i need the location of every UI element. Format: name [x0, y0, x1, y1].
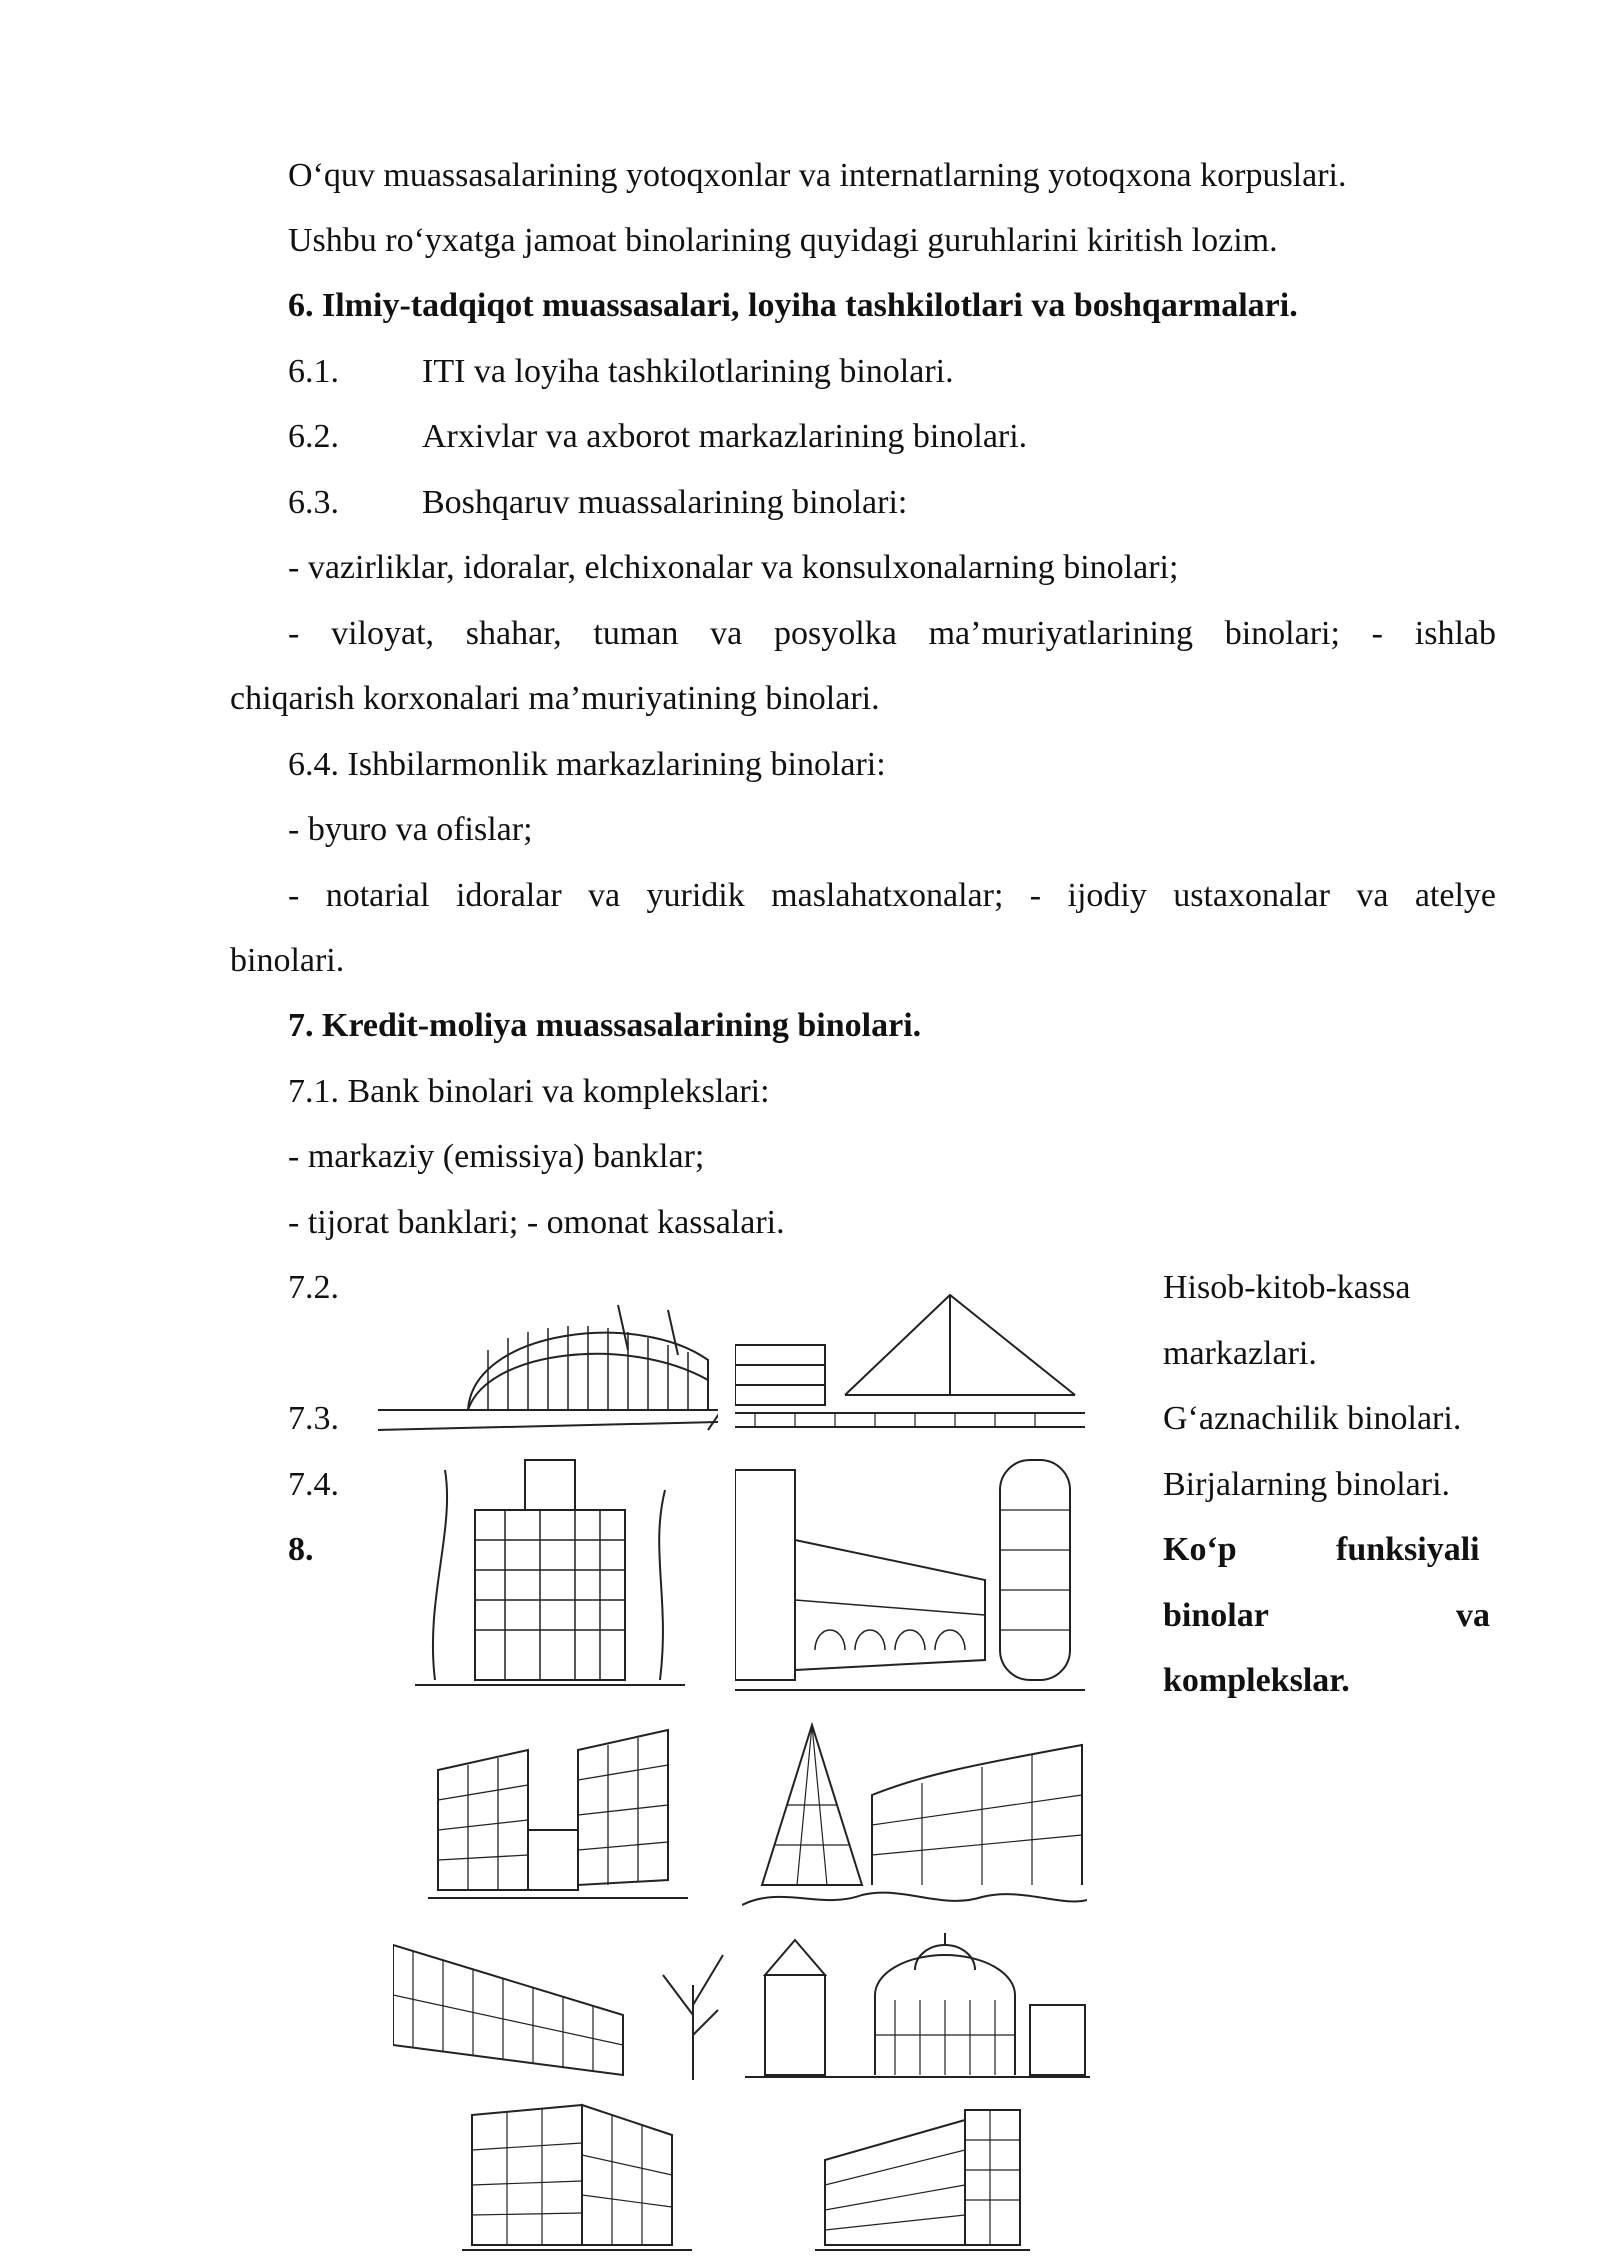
- heading-section-7: 7. Kredit-moliya muassasalarining binolari.: [288, 1007, 922, 1044]
- bullet-ministries: - vazirliklar, idoralar, elchixonalar va konsulxonalarning binolari;: [288, 549, 1179, 586]
- item-6-2-text: Arxivlar va axborot markazlarining binolari.: [422, 418, 1028, 455]
- sketch-office-blocks: [428, 1720, 688, 1905]
- sketch-pyramid-complex: [735, 1285, 1085, 1440]
- sketch-slanted-roof-building: [393, 1925, 733, 2085]
- sketch-arcade-street: [735, 1450, 1085, 1700]
- bullet-central-banks: - markaziy (emissiya) banklar;: [288, 1138, 705, 1175]
- sketch-stadium: [378, 1290, 718, 1440]
- item-7-2-number: 7.2.: [288, 1269, 339, 1306]
- bullet-administrations-cont: chiqarish korxonalari ma’muriyatining binolari.: [230, 680, 880, 717]
- item-6-2-number: 6.2.: [288, 418, 339, 455]
- heading-section-8-word-1: Ko‘p: [1163, 1531, 1237, 1568]
- para-list-intro: Ushbu ro‘yxatga jamoat binolarining quyidagi guruhlarini kiritish lozim.: [288, 222, 1278, 259]
- item-6-3-text: Boshqaruv muassalarining binolari:: [422, 484, 908, 521]
- bullet-administrations: - viloyat, shahar, tuman va posyolka ma’muriyatlarining binolari; - ishlab: [288, 615, 1496, 652]
- item-6-1-text: ITI va loyiha tashkilotlarining binolari.: [422, 353, 954, 390]
- sketch-rotunda: [745, 1925, 1090, 2085]
- bullet-notary: - notarial idoralar va yuridik maslahatxonalar; - ijodiy ustaxonalar va atelye: [288, 877, 1496, 914]
- item-6-3-number: 6.3.: [288, 484, 339, 521]
- item-7-1: 7.1. Bank binolari va komplekslari:: [288, 1073, 770, 1110]
- bullet-notary-cont: binolari.: [230, 942, 345, 979]
- sketch-modern-office: [462, 2095, 692, 2255]
- item-7-2-text-b: markazlari.: [1163, 1335, 1317, 1372]
- item-7-4-number: 7.4.: [288, 1466, 339, 1503]
- item-6-4: 6.4. Ishbilarmonlik markazlarining binolari:: [288, 746, 886, 783]
- heading-section-6: 6. Ilmiy-tadqiqot muassasalari, loyiha tashkilotlari va boshqarmalari.: [288, 287, 1298, 324]
- item-7-3-text: G‘aznachilik binolari.: [1163, 1400, 1462, 1437]
- bullet-offices: - byuro va ofislar;: [288, 811, 533, 848]
- item-7-2-text-a: Hisob-kitob-kassa: [1163, 1269, 1411, 1306]
- heading-section-8-word-5: komplekslar.: [1163, 1662, 1350, 1699]
- item-6-1-number: 6.1.: [288, 353, 339, 390]
- heading-section-8-word-3: binolar: [1163, 1597, 1269, 1634]
- item-7-3-number: 7.3.: [288, 1400, 339, 1437]
- heading-section-8-word-2: funksiyali: [1336, 1531, 1480, 1568]
- sketch-glass-cone: [742, 1715, 1087, 1915]
- heading-section-8-word-4: va: [1456, 1597, 1490, 1634]
- bullet-commercial-banks: - tijorat banklari; - omonat kassalari.: [288, 1204, 785, 1241]
- heading-section-8-number: 8.: [288, 1531, 314, 1568]
- sketch-corner-office: [815, 2100, 1030, 2255]
- para-dormitories: O‘quv muassasalarining yotoqxonlar va internatlarning yotoqxona korpuslari.: [288, 157, 1347, 194]
- sketch-tower-building: [415, 1450, 685, 1700]
- item-7-4-text: Birjalarning binolari.: [1163, 1466, 1451, 1503]
